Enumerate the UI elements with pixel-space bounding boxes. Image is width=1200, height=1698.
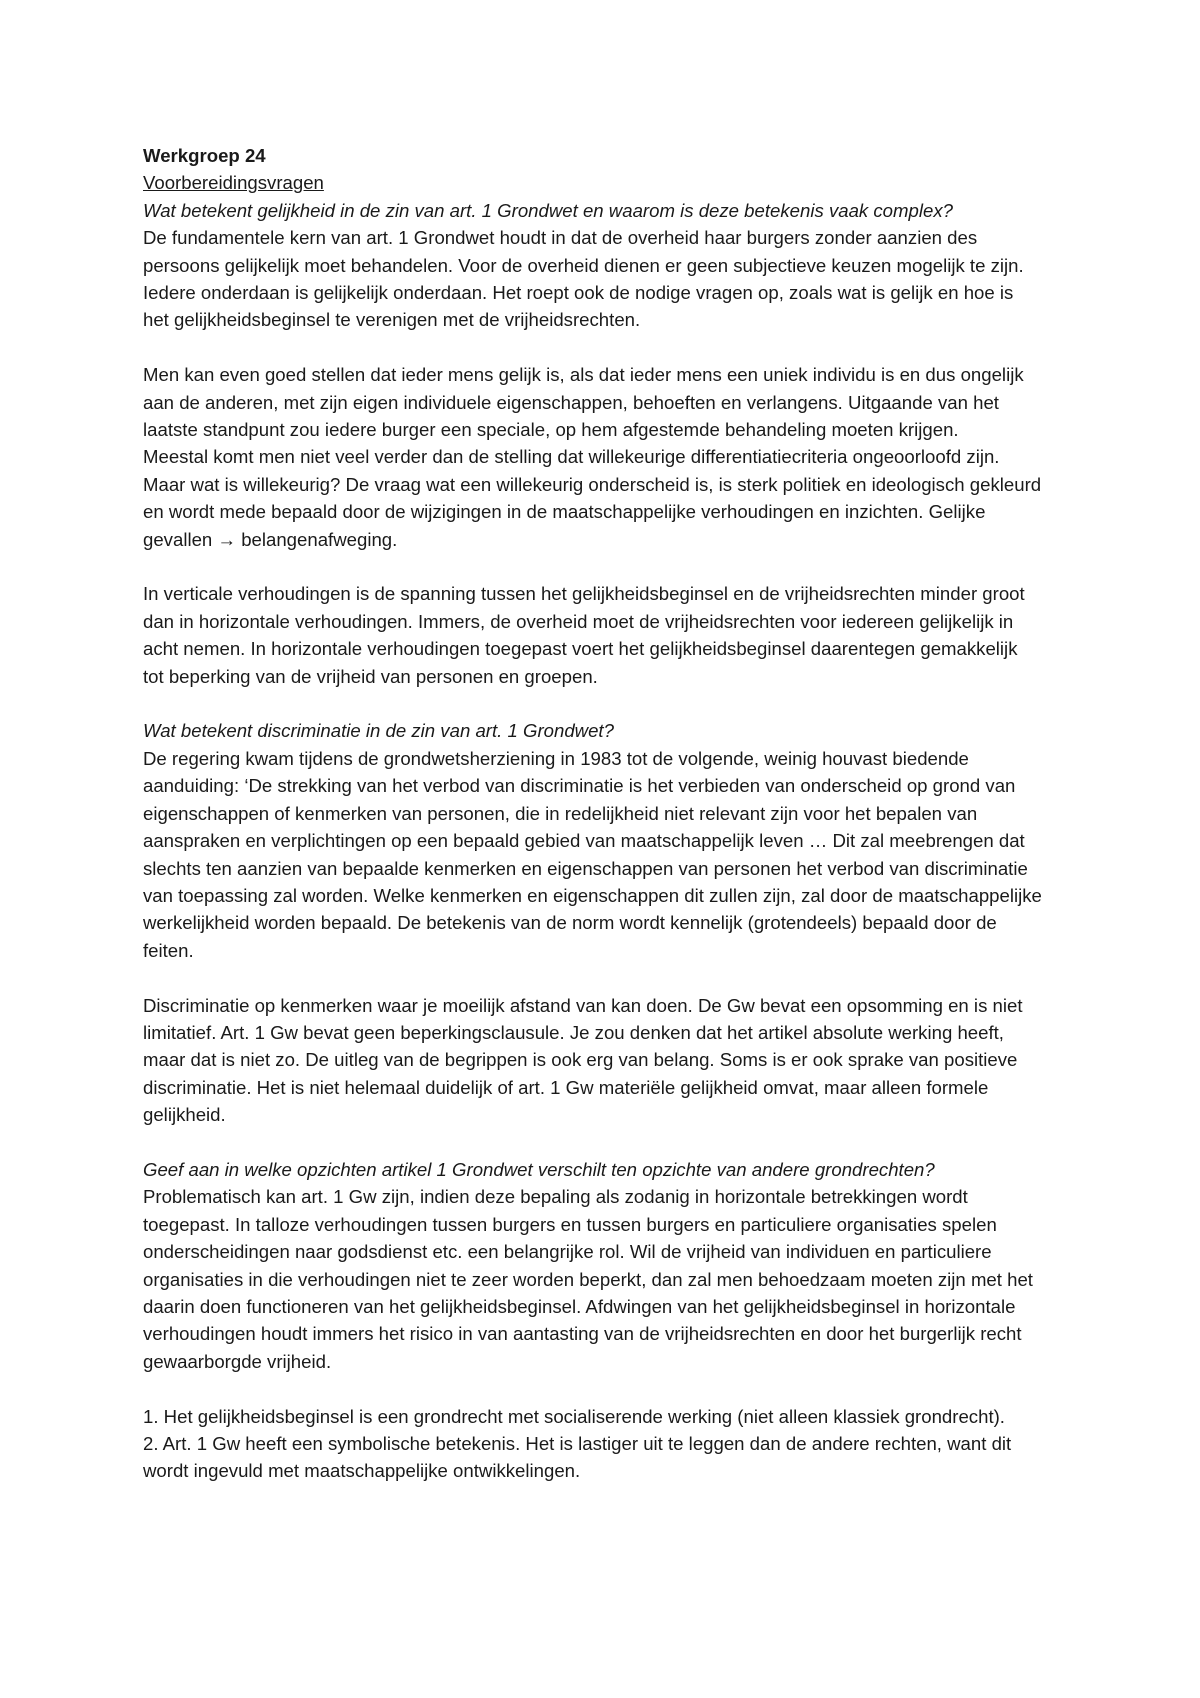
paragraph-spacer (143, 1129, 1043, 1156)
paragraph-5: De regering kwam tijdens de grondwetsherziening in 1983 tot de volgende, weinig houvast biedende aanduiding: ‘De strekking van het verbod van discriminatie is het verbieden van onderscheid op grond van eigenschappen of kenmerken van personen, die in redelijkheid niet relevant zijn voor het bepalen van aanspraken en verplichtingen op een bepaald gebied van maatschappelijk leven … Dit zal meebrengen dat slechts ten aanzien van bepaalde kenmerken en eigenschappen van personen het verbod van discriminatie van toepassing zal worden. Welke kenmerken en eigenschappen dit zullen zijn, zal door de maatschappelijke werkelijkheid worden bepaald. De betekenis van de norm wordt kennelijk (grotendeels) bepaald door de feiten. (143, 747, 1042, 961)
question-2: Wat betekent discriminatie in de zin van art. 1 Grondwet? (143, 720, 614, 742)
paragraph-spacer (143, 334, 1043, 361)
paragraph-spacer (143, 553, 1043, 580)
paragraph-3: Meestal komt men niet veel verder dan de stelling dat willekeurige differentiatiecriteria ongeoorloofd zijn. Maar wat is willekeurig? De vraag wat een willekeurig onderscheid is, is sterk politiek en ideologisch gekleurd en wordt mede bepaald door de wijzigingen in de maatschappelijke verhoudingen en inzichten. Gelijke gevallen → belangenafweging. (143, 446, 1042, 550)
paragraph-4: In verticale verhoudingen is de spanning tussen het gelijkheidsbeginsel en de vrijheidsrechten minder groot dan in horizontale verhoudingen. Immers, de overheid moet de vrijheidsrechten voor iedereen gelijkelijk in acht nemen. In horizontale verhoudingen toegepast voert het gelijkheidsbeginsel daarentegen gemakkelijk tot beperking van de vrijheid van personen en groepen. (143, 583, 1025, 687)
list-item-2: 2. Art. 1 Gw heeft een symbolische betekenis. Het is lastiger uit te leggen dan de andere rechten, want dit wordt ingevuld met maatschappelijke ontwikkelingen. (143, 1433, 1012, 1482)
paragraph-7: Problematisch kan art. 1 Gw zijn, indien deze bepaling als zodanig in horizontale betrekkingen wordt toegepast. In talloze verhoudingen tussen burgers en tussen burgers en particuliere organisaties spelen onderscheidingen naar godsdienst etc. een belangrijke rol. Wil de vrijheid van individuen en particuliere organisaties in die verhoudingen niet te zeer worden beperkt, dan zal men behoedzaam moeten zijn met het daarin doen functioneren van het gelijkheidsbeginsel. Afdwingen van het gelijkheidsbeginsel in horizontale verhoudingen houdt immers het risico in van aantasting van de vrijheidsrechten en door het burgerlijk recht gewaarborgde vrijheid. (143, 1186, 1033, 1372)
question-3: Geef aan in welke opzichten artikel 1 Grondwet verschilt ten opzichte van andere grondrechten? (143, 1158, 935, 1180)
document-page (143, 142, 1043, 1485)
paragraph-spacer (143, 690, 1043, 717)
list-item-1: 1. Het gelijkheidsbeginsel is een grondrecht met socialiserende werking (niet alleen klassiek grondrecht). (143, 1405, 1005, 1427)
paragraph-spacer (143, 964, 1043, 991)
question-1: Wat betekent gelijkheid in de zin van art. 1 Grondwet en waarom is deze betekenis vaak complex? (143, 199, 953, 221)
document-title: Werkgroep 24 (143, 145, 266, 166)
paragraph-6: Discriminatie op kenmerken waar je moeilijk afstand van kan doen. De Gw bevat een opsomming en is niet limitatief. Art. 1 Gw bevat geen beperkingsclausule. Je zou denken dat het artikel absolute werking heeft, maar dat is niet zo. De uitleg van de begrippen is ook erg van belang. Soms is er ook sprake van positieve discriminatie. Het is niet helemaal duidelijk of art. 1 Gw materiële gelijkheid omvat, maar alleen formele gelijkheid. (143, 994, 1023, 1126)
paragraph-spacer (143, 1375, 1043, 1402)
document-subtitle: Voorbereidingsvragen (143, 172, 324, 194)
paragraph-2: Men kan even goed stellen dat ieder mens gelijk is, als dat ieder mens een uniek individu is en dus ongelijk aan de anderen, met zijn eigen individuele eigenschappen, behoeften en verlangens. Uitgaande van het laatste standpunt zou iedere burger een speciale, op hem afgestemde behandeling moeten krijgen. (143, 364, 1024, 441)
paragraph-1: De fundamentele kern van art. 1 Grondwet houdt in dat de overheid haar burgers zonder aanzien des persoons gelijkelijk moet behandelen. Voor de overheid dienen er geen subjectieve keuzen mogelijk te zijn. Iedere onderdaan is gelijkelijk onderdaan. Het roept ook de nodige vragen op, zoals wat is gelijk en hoe is het gelijkheidsbeginsel te verenigen met de vrijheidsrechten. (143, 227, 1024, 331)
